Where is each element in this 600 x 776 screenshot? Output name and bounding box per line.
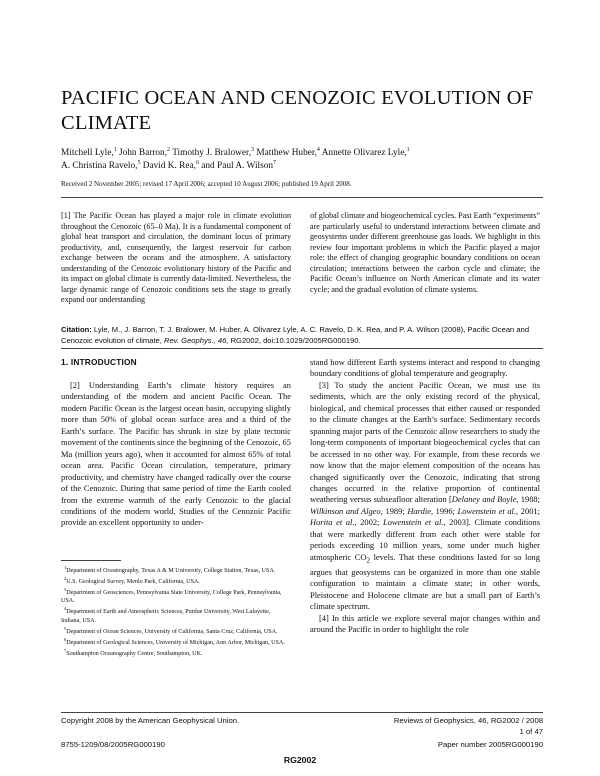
footnote: $^3$Department of Geosciences, Pennsylvania State University, College Park, Pennsylvania, USA. xyxy=(61,587,282,605)
footnote: $^6$Department of Geological Sciences, University of Michigan, Ann Arbor, Michigan, USA. xyxy=(64,636,285,646)
author-affiliation-mark: 7 xyxy=(273,159,277,166)
author-name: Annette Olivarez Lyle, xyxy=(321,148,407,158)
issn: 8755-1209/08/2005RG000190 xyxy=(61,740,165,749)
journal-line: Reviews of Geophysics, 46, RG2002 / 2008 xyxy=(393,716,543,725)
reference: Lowenstein et al. xyxy=(457,505,517,516)
header-divider xyxy=(61,197,543,198)
citation-divider xyxy=(61,348,543,349)
paragraph-3: [3] To study the ancient Pacific Ocean, we must use its sediments, which are the only existing record of the physical, biological, and chemical processes that either caused or responded to the climate changes at the Earth’s surface. Sedimentary records spanning major parts of the Cenozoic allow researchers to study the long-term components of important biogeochemical cycles that can be accessed in no other way. For example, from these records we now know that the major element composition of the oceans has changed significantly over the Cenozoic, indicating that strong changes occurred in the relative proportion of continental weathering versus subseafloor alteration [Delaney and Boyle, 1988; Wilkinson and Algeo, 1989; Hardie, 1996; Lowenstein et al., 2001; Horita et al., 2002; Lowenstein et al., 2003]. Climate conditions that were markedly different from each other were stable for periods exceeding 10 million years, some under much higher atmospheric $CO_2$ levels. That these conditions lasted for so long argues that geosystems can be organized in more than one stable configuration to maintain a climate state; in other words, Pleistocene and Holocene climate are but a small part of Earth’s climate spectrum. xyxy=(310,379,540,612)
publication-dates: Received 2 November 2005; revised 17 April 2006; accepted 10 August 2006; published 19 April 2008. xyxy=(61,180,352,188)
citation xyxy=(61,325,543,346)
body-column-left xyxy=(61,380,291,529)
author-affiliation-mark: 5 xyxy=(137,159,141,166)
author-name: A. Christina Ravelo, xyxy=(61,161,138,171)
footnote: $^5$Department of Ocean Sciences, University of California, Santa Cruz, California, USA. xyxy=(64,625,278,635)
author-affiliation-mark: 2 xyxy=(167,146,171,153)
reference: Wilkinson and Algeo xyxy=(310,505,381,516)
author-name: and Paul A. Wilson xyxy=(201,161,274,171)
citation-text: Lyle, M., J. Barron, T. J. Bralower, M. Huber, A. Olivarez Lyle, A. C. Ravelo, D. K. Rea, and P. A. Wilson (2008), Pacific Ocean and Cenozoic evolution of climate, xyxy=(61,325,530,345)
article-id: RG2002 xyxy=(283,755,317,765)
citation-doi: RG2002, doi:10.1029/2005RG000190. xyxy=(228,335,361,345)
author-name: David K. Rea, xyxy=(142,161,196,171)
citation-label: Citation: xyxy=(61,325,92,334)
footnote: $^2$U.S. Geological Survey, Menlo Park, California, USA. xyxy=(64,576,200,586)
copyright: Copyright 2008 by the American Geophysical Union. xyxy=(61,716,240,725)
reference: Hardie xyxy=(407,505,431,516)
paper-number: Paper number 2005RG000190 xyxy=(437,740,543,749)
author-list xyxy=(61,147,541,173)
footnote: $^7$Southampton Oceanography Centre, Southampton, UK. xyxy=(64,647,203,657)
author-name: John Barron, xyxy=(119,148,168,158)
reference: Horita et al. xyxy=(310,517,355,528)
author-affiliation-mark: 3 xyxy=(251,146,255,153)
footnote: $^1$Department of Oceanography, Texas A & M University, College Station, Texas, USA. xyxy=(64,565,276,575)
paragraph-2: [2] Understanding Earth’s climate history requires an understanding of the modern and ancient Pacific Ocean. The modern Pacific Ocean is the largest ocean basin, occupying slightly more than 50% of global ocean surface area and a third of the Earth’s surface. The Pacific has shrunk in size by plate tectonic movement of the continents since the beginning of the Cenozoic, 65 Ma (million years ago), when it accounted for almost 65% of total ocean area. Pacific Ocean circulation, temperature, primary productivity, and chemistry have changed radically over the course of the Cenozoic. During that same period of time the Earth cooled from the extreme warmth of the early Cenozoic to the glacial conditions of the modern world. Studies of the Cenozoic Pacific provide an excellent opportunity to under- xyxy=(61,380,291,528)
author-name: Matthew Huber, xyxy=(256,148,317,158)
body-column-right xyxy=(310,357,540,636)
author-name: Timothy J. Bralower, xyxy=(172,148,252,158)
abstract-column-right: of global climate and biogeochemical cycles. Past Earth “experiments” are particularly useful to understand interactions between climate and geosystems under different greenhouse gas loads. We highlight in this review four important problems in which the Pacific played a major role: the effect of changing geographic boundary conditions on ocean circulation; interactions between the carbon cycle and climate; the Pacific Ocean’s influence on North American climate and its water cycle; and the gradual evolution of climate systems. xyxy=(310,211,540,294)
footnote: $^4$Department of Earth and Atmospheric Sciences, Purdue University, West Lafayette, Indiana, USA. xyxy=(61,606,271,624)
author-affiliation-mark: 1 xyxy=(113,146,117,153)
section-heading: 1. INTRODUCTION xyxy=(61,357,137,367)
author-affiliation-mark: 4 xyxy=(316,146,320,153)
paragraph-4: [4] In this article we explore several major changes within and around the Pacific in order to highlight the role xyxy=(310,612,540,635)
article-title: PACIFIC OCEAN AND CENOZOIC EVOLUTION OF CLIMATE xyxy=(61,87,534,134)
author-affiliation-mark: 1 xyxy=(406,146,410,153)
author-name: Mitchell Lyle, xyxy=(61,148,114,158)
reference: Lowenstein et al. xyxy=(383,517,444,528)
citation-journal: Rev. Geophys., 46, xyxy=(164,335,229,345)
abstract-column-left: [1] The Pacific Ocean has played a major role in climate evolution throughout the Cenozoic (65–0 Ma). It is a fundamental component of global heat transport and circulation, the dominant locus of primary productivity, and, consequently, the largest reservoir for carbon exchange between the oceans and the atmosphere. A satisfactory understanding of the Cenozoic evolutionary history of the Pacific and its impact on global climate is currently data-limited. Nevertheless, the large dynamic range of Cenozoic conditions sets the stage to greatly expand our understanding xyxy=(61,211,291,304)
journal-info xyxy=(394,716,543,737)
reference: Delaney and Boyle xyxy=(451,494,517,505)
page-number: 1 of 47 xyxy=(519,726,543,736)
footnotes xyxy=(61,564,291,658)
footnote-divider xyxy=(61,560,121,561)
footer-divider xyxy=(61,712,543,713)
co2-subscript: 2 xyxy=(366,556,371,565)
author-affiliation-mark: 6 xyxy=(195,159,199,166)
paragraph-2-continued: stand how different Earth systems interact and respond to changing boundary conditions of global temperature and geography. xyxy=(310,357,540,379)
